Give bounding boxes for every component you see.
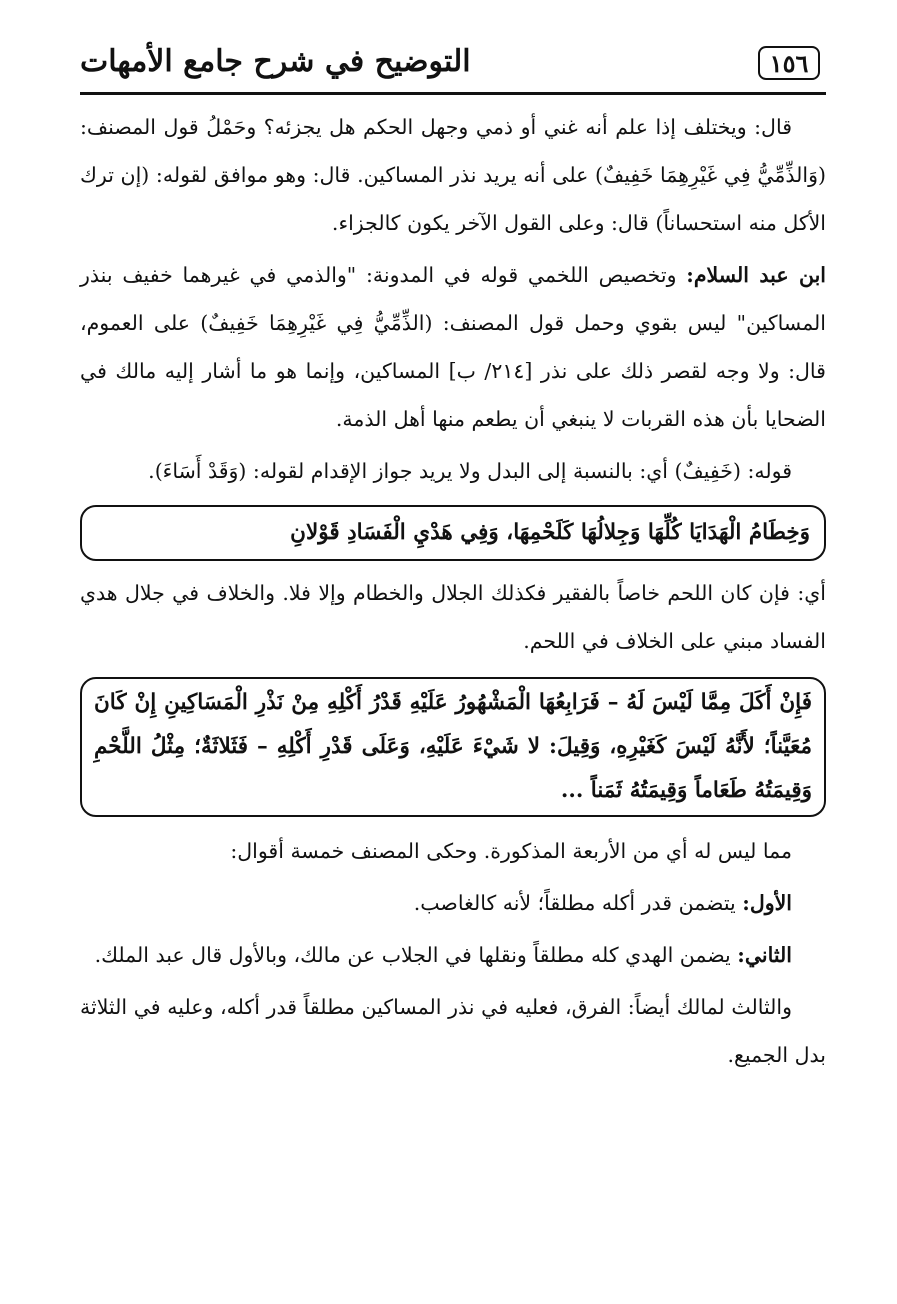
page-number: ١٥٦: [758, 46, 820, 80]
matn-box: فَإِنْ أَكَلَ مِمَّا لَيْسَ لَهُ – فَرَابِعُهَا الْمَشْهُورُ عَلَيْهِ قَدْرُ أَكْلِهِ مِنْ نَذْرِ الْمَسَاكِينِ إِنْ كَانَ مُعَيَّناً؛ لأَنَّهُ لَيْسَ كَغَيْرِهِ، وَقِيلَ: لا شَيْءَ عَلَيْهِ، وَعَلَى قَدْرِ أَكْلِهِ – فَثَلاثَةٌ؛ مِثْلُ اللَّحْمِ وَقِيمَتُهُ طَعَاماً وَقِيمَتُهُ ثَمَناً ...: [80, 677, 826, 817]
matn-box: وَخِطَامُ الْهَدَايَا كُلِّهَا وَجِلالُهَا كَلَحْمِهَا، وَفِي هَدْيِ الْفَسَادِ قَوْلانِ: [80, 505, 826, 561]
paragraph-text: يضمن الهدي كله مطلقاً ونقلها في الجلاب عن مالك، وبالأول قال عبد الملك.: [94, 943, 738, 967]
paragraph-lead: ابن عبد السلام:: [686, 263, 826, 287]
paragraph-lead: الأول:: [742, 891, 792, 915]
paragraph: قال: ويختلف إذا علم أنه غني أو ذمي وجهل الحكم هل يجزئه؟ وحَمْلُ قول المصنف: (وَالذِّمِّيُّ فِي غَيْرِهِمَا خَفِيفٌ) على أنه يريد نذر المساكين. قال: وهو موافق لقوله: (إن ترك الأكل منه استحساناً) قال: وعلى القول الآخر يكون كالجزاء.: [80, 115, 826, 235]
paragraph: مما ليس له أي من الأربعة المذكورة. وحكى المصنف خمسة أقوال:: [230, 839, 792, 863]
paragraph-lead: الثاني:: [737, 943, 792, 967]
paragraph: أي: فإن كان اللحم خاصاً بالفقير فكذلك الجلال والخطام وإلا فلا. والخلاف في جلال هدي الفساد مبني على الخلاف في اللحم.: [80, 581, 826, 653]
paragraph: [80, 931, 826, 979]
paragraph: [80, 879, 826, 927]
paragraph: قوله: (خَفِيفٌ) أي: بالنسبة إلى البدل ولا يريد جواز الإقدام لقوله: (وَقَدْ أَسَاءَ).: [148, 459, 792, 483]
page: [80, 40, 826, 1083]
book-title: التوضيح في شرح جامع الأمهات: [80, 44, 471, 79]
page-header: [80, 40, 826, 95]
paragraph: [80, 251, 826, 443]
paragraph: والثالث لمالك أيضاً: الفرق، فعليه في نذر المساكين مطلقاً قدر أكله، وعليه في الثلاثة بدل الجميع.: [80, 995, 826, 1067]
paragraph-text: يتضمن قدر أكله مطلقاً؛ لأنه كالغاصب.: [413, 891, 743, 915]
paragraph-text: وتخصيص اللخمي قوله في المدونة: "والذمي في غيرهما خفيف بنذر المساكين" ليس بقوي وحمل قول المصنف: (الذِّمِّيُّ فِي غَيْرِهِمَا خَفِيفٌ) على العموم، قال: ولا وجه لقصر ذلك على نذر [٢١٤/ ب] المساكين، وإنما هو ما أشار إليه مالك في الضحايا بأن هذه القربات لا ينبغي أن يطعم منها أهل الذمة.: [80, 263, 826, 431]
page-body: [80, 103, 826, 1079]
